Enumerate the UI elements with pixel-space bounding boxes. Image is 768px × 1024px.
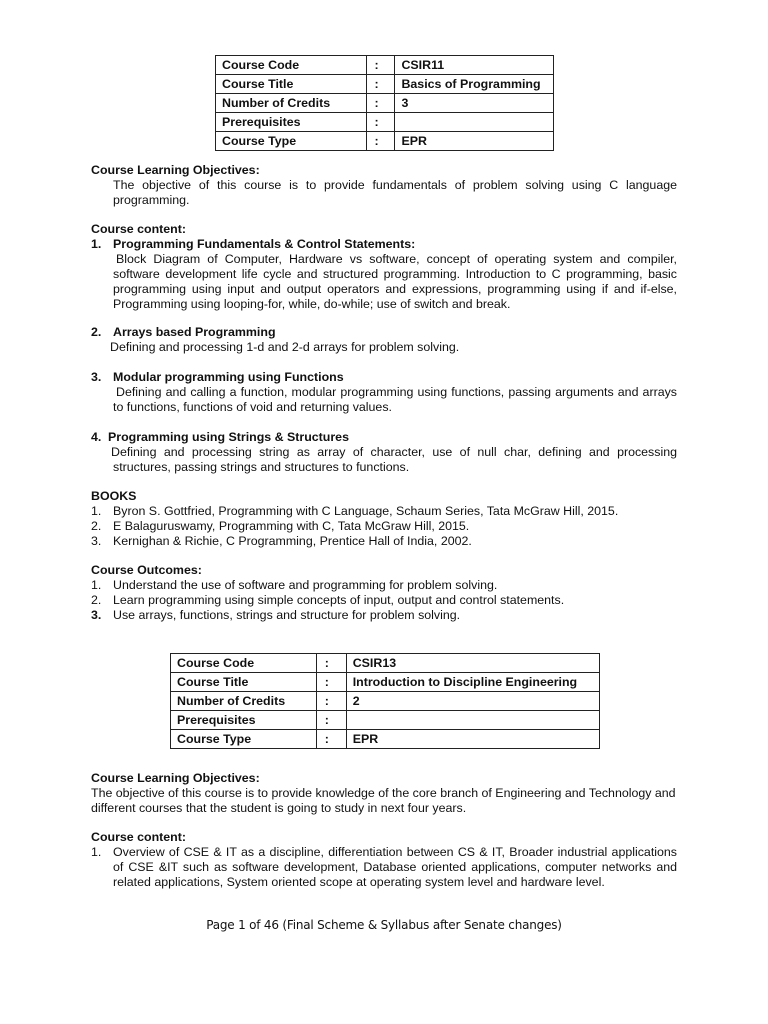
- content-entry: Overview of CSE & IT as a discipline, differentiation between CS & IT, Broader industrial applications of CSE &IT such as software development, Database oriented applications, computer networks and related applications, System oriented scope at operating system level and hardware level.: [113, 845, 677, 889]
- row-label: Number of Credits: [216, 94, 367, 113]
- section-heading: Course Learning Objectives:: [91, 163, 260, 177]
- row-label: Prerequisites: [216, 113, 367, 132]
- row-label: Course Code: [216, 56, 367, 75]
- unit-list: [91, 370, 677, 415]
- list-item: [91, 430, 677, 475]
- paragraph: The objective of this course is to provide knowledge of the core branch of Engineering and Technology and different courses that the student is going to study in next four years.: [91, 786, 676, 815]
- list-number: 1.: [91, 845, 102, 859]
- list-item: [91, 237, 677, 312]
- outcomes-section: [91, 563, 677, 623]
- page-footer: Page 1 of 46 (Final Scheme & Syllabus after Senate changes): [206, 918, 562, 932]
- course1-objectives: [91, 163, 677, 208]
- row-separator: :: [316, 673, 346, 692]
- table-row: [171, 730, 600, 749]
- row-separator: :: [366, 75, 395, 94]
- list-item: [91, 504, 677, 519]
- unit-description: Block Diagram of Computer, Hardware vs software, concept of operating system and compiler, software development life cycle and structured programming. Introduction to C programming, basic programming using input and output operators and expressions, programming using if and if-else, Programming using looping-for, while, do-while; use of switch and break.: [113, 252, 677, 311]
- row-value: 3: [395, 94, 554, 113]
- list-item: [91, 325, 677, 355]
- unit-title: Programming using Strings & Structures: [108, 430, 349, 444]
- unit-description: Defining and calling a function, modular programming using functions, passing arguments and arrays to functions, functions of void and returning values.: [113, 385, 677, 414]
- row-separator: :: [366, 113, 395, 132]
- row-separator: :: [316, 692, 346, 711]
- row-value: EPR: [395, 132, 554, 151]
- section-heading: Course content:: [91, 222, 186, 236]
- section-heading: Course Learning Objectives:: [91, 771, 260, 785]
- section-heading: Course content:: [91, 830, 186, 844]
- list-number: 1.: [91, 237, 102, 251]
- unit-list: [91, 430, 677, 475]
- book-entry: E Balaguruswamy, Programming with C, Tata McGraw Hill, 2015.: [113, 519, 470, 533]
- row-value: [346, 711, 599, 730]
- books-section: [91, 489, 677, 549]
- outcomes-list: [91, 578, 677, 623]
- outcome-entry: Use arrays, functions, strings and structure for problem solving.: [113, 608, 461, 622]
- row-separator: :: [316, 711, 346, 730]
- table-row: [216, 94, 554, 113]
- row-label: Course Type: [171, 730, 317, 749]
- row-value: [395, 113, 554, 132]
- list-item: [91, 578, 677, 593]
- unit-title: Modular programming using Functions: [113, 370, 344, 384]
- list-number: 3.: [91, 370, 102, 384]
- course1-unit-4: [91, 430, 677, 475]
- course2-objectives: [91, 771, 677, 816]
- row-label: Course Code: [171, 654, 317, 673]
- list-item: [91, 593, 677, 608]
- row-separator: :: [316, 654, 346, 673]
- course1-content: [91, 222, 677, 312]
- course1-unit-2: [91, 325, 677, 355]
- books-list: [91, 504, 677, 549]
- list-item: [91, 370, 677, 415]
- row-label: Course Type: [216, 132, 367, 151]
- list-number: 3.: [91, 608, 102, 622]
- row-separator: :: [366, 132, 395, 151]
- row-value: Basics of Programming: [395, 75, 554, 94]
- course-info-table-csir13: [170, 653, 600, 749]
- table-row: [171, 654, 600, 673]
- row-value: 2: [346, 692, 599, 711]
- table-row: [216, 113, 554, 132]
- list-number: 4.: [91, 430, 102, 444]
- content-list: [91, 845, 677, 890]
- table-row: [216, 75, 554, 94]
- row-label: Course Title: [171, 673, 317, 692]
- unit-title: Arrays based Programming: [113, 325, 276, 339]
- table-row: [171, 673, 600, 692]
- row-label: Course Title: [216, 75, 367, 94]
- unit-list: [91, 325, 677, 355]
- table-row: [171, 711, 600, 730]
- row-label: Number of Credits: [171, 692, 317, 711]
- row-label: Prerequisites: [171, 711, 317, 730]
- section-heading: BOOKS: [91, 489, 137, 503]
- list-number: 2.: [91, 325, 102, 339]
- list-item: [91, 845, 677, 890]
- outcome-entry: Understand the use of software and programming for problem solving.: [113, 578, 498, 592]
- list-number: 1.: [91, 504, 102, 518]
- row-value: EPR: [346, 730, 599, 749]
- row-value: Introduction to Discipline Engineering: [346, 673, 599, 692]
- book-entry: Kernighan & Richie, C Programming, Prentice Hall of India, 2002.: [113, 534, 472, 548]
- course2-content: [91, 830, 677, 890]
- unit-description: Defining and processing string as array of character, use of null char, defining and processing structures, passing strings and structures to functions.: [111, 445, 677, 474]
- list-number: 3.: [91, 534, 102, 548]
- outcome-entry: Learn programming using simple concepts of input, output and control statements.: [113, 593, 565, 607]
- row-separator: :: [366, 94, 395, 113]
- book-entry: Byron S. Gottfried, Programming with C Language, Schaum Series, Tata McGraw Hill, 2015.: [113, 504, 619, 518]
- row-value: CSIR11: [395, 56, 554, 75]
- row-separator: :: [316, 730, 346, 749]
- unit-title: Programming Fundamentals & Control Statements:: [113, 237, 416, 251]
- row-value: CSIR13: [346, 654, 599, 673]
- course1-unit-3: [91, 370, 677, 415]
- list-item: [91, 519, 677, 534]
- table-row: [171, 692, 600, 711]
- section-heading: Course Outcomes:: [91, 563, 202, 577]
- table-row: [216, 56, 554, 75]
- list-number: 2.: [91, 593, 102, 607]
- table-row: [216, 132, 554, 151]
- row-separator: :: [366, 56, 395, 75]
- list-number: 2.: [91, 519, 102, 533]
- unit-description: Defining and processing 1-d and 2-d arrays for problem solving.: [110, 340, 460, 354]
- list-item: [91, 608, 677, 623]
- paragraph: The objective of this course is to provide fundamentals of problem solving using C language programming.: [113, 178, 677, 207]
- list-item: [91, 534, 677, 549]
- course-info-table-csir11: [215, 55, 554, 151]
- unit-list: [91, 237, 677, 312]
- list-number: 1.: [91, 578, 102, 592]
